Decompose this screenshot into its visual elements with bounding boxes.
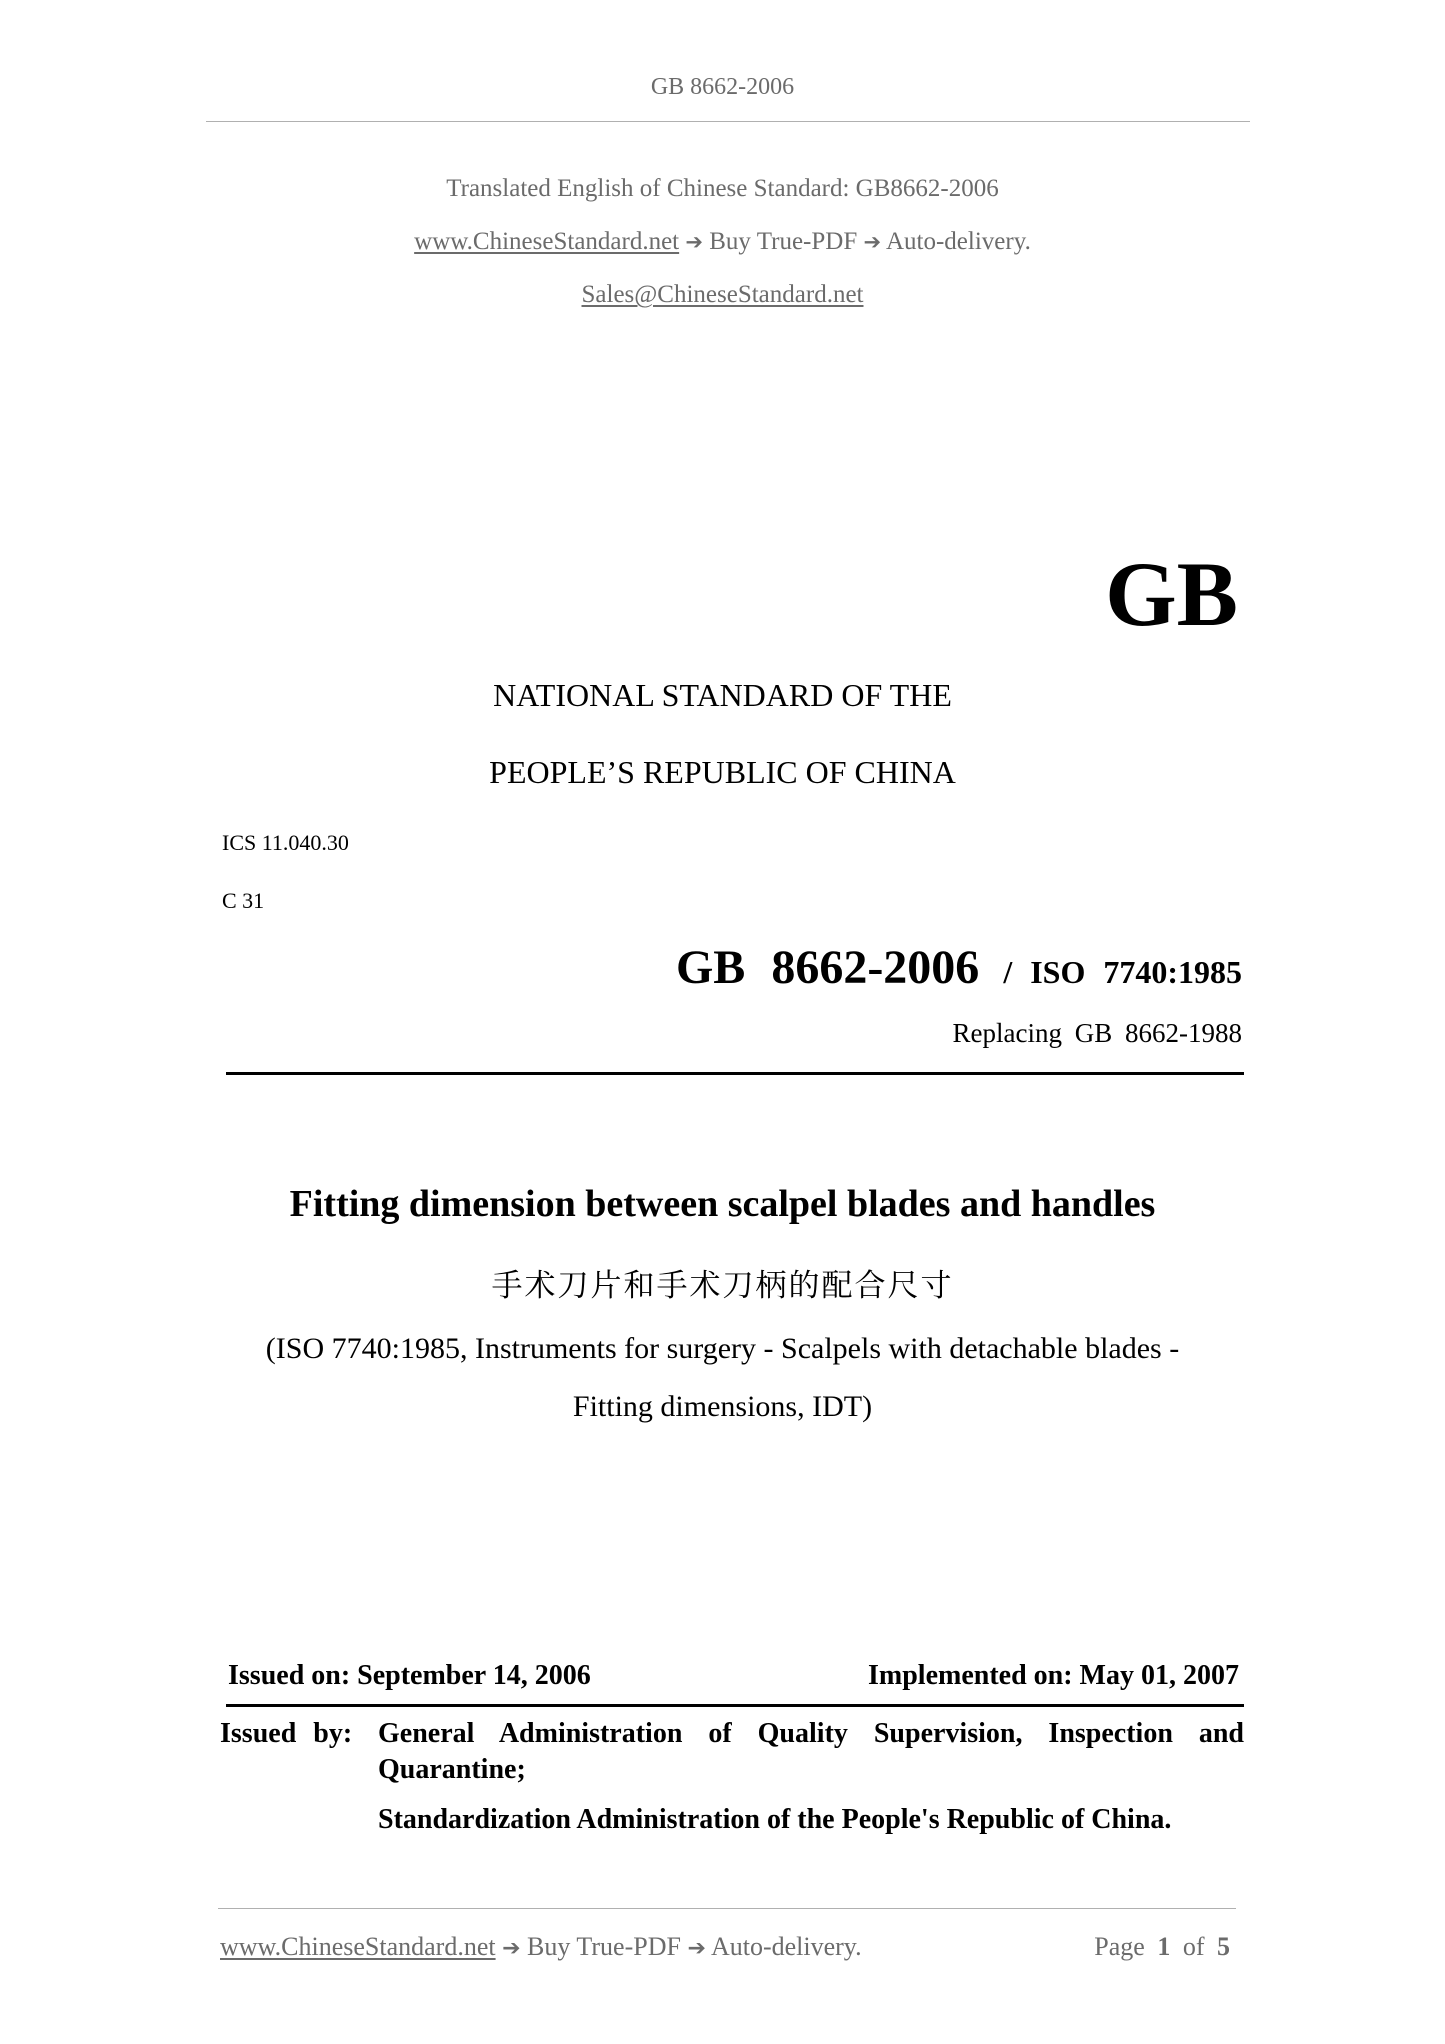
equivalence-line2: Fitting dimensions, IDT) [572,1390,873,1423]
arrow-right-icon: ➔ [687,1936,706,1961]
gb-logo: GB [1105,543,1238,645]
page-indicator [1094,1932,1230,1962]
implemented-on-date: Implemented on: May 01, 2007 [868,1660,1239,1691]
standard-number-row [676,940,1242,995]
issued-on-date: Issued on: September 14, 2006 [228,1660,591,1691]
issuer1-line2: Quarantine; [378,1754,526,1785]
arrow-right-icon: ➔ [502,1936,521,1961]
footer-buy-text: Buy True-PDF [527,1932,681,1961]
banner-delivery-text: Auto-delivery. [885,228,1031,255]
footer-links [220,1932,862,1962]
footer-delivery-text: Auto-delivery. [710,1932,862,1961]
banner-line2 [0,228,1445,256]
page-label: Page [1094,1932,1145,1961]
standard-number: GB 8662-2006 [675,941,980,994]
ccs-code: C 31 [222,888,265,913]
dates-divider [226,1704,1244,1707]
issuer2: Standardization Administration of the People's Republic of China. [378,1804,1172,1835]
running-header: GB 8662-2006 [650,74,795,100]
number-divider [226,1072,1244,1075]
english-title: Fitting dimension between scalpel blades and handles [289,1183,1156,1225]
arrow-right-icon: ➔ [685,230,703,254]
banner-email-link[interactable]: Sales@ChineseStandard.net [581,281,864,308]
banner-line1: Translated English of Chinese Standard: GB8662-2006 [446,175,999,202]
iso-reference: / ISO 7740:1985 [1003,954,1242,990]
replacing-note: Replacing GB 8662-1988 [952,1018,1242,1048]
footer-site-link[interactable]: www.ChineseStandard.net [220,1932,496,1961]
national-standard-line1: NATIONAL STANDARD OF THE [493,677,952,713]
arrow-right-icon: ➔ [863,230,882,254]
issued-by-label: Issued by: [220,1718,353,1749]
banner-email-row [0,281,1445,309]
header-divider [206,121,1250,122]
of-label: of [1182,1932,1205,1961]
page-total: 5 [1217,1932,1230,1961]
chinese-title: 手术刀片和手术刀柄的配合尺寸 [491,1268,954,1304]
ics-code: ICS 11.040.30 [222,830,349,855]
banner-site-link[interactable]: www.ChineseStandard.net [414,228,680,255]
national-standard-line2: PEOPLE’S REPUBLIC OF CHINA [489,754,956,790]
footer-divider [218,1908,1236,1909]
equivalence-line1: (ISO 7740:1985, Instruments for surgery - Scalpels with detachable blades - [265,1332,1180,1365]
banner-buy-text: Buy True-PDF [709,228,858,255]
issuer1-line1: General Administration of Quality Supervision, Inspection and [378,1718,1244,1749]
page-number: 1 [1157,1932,1171,1961]
